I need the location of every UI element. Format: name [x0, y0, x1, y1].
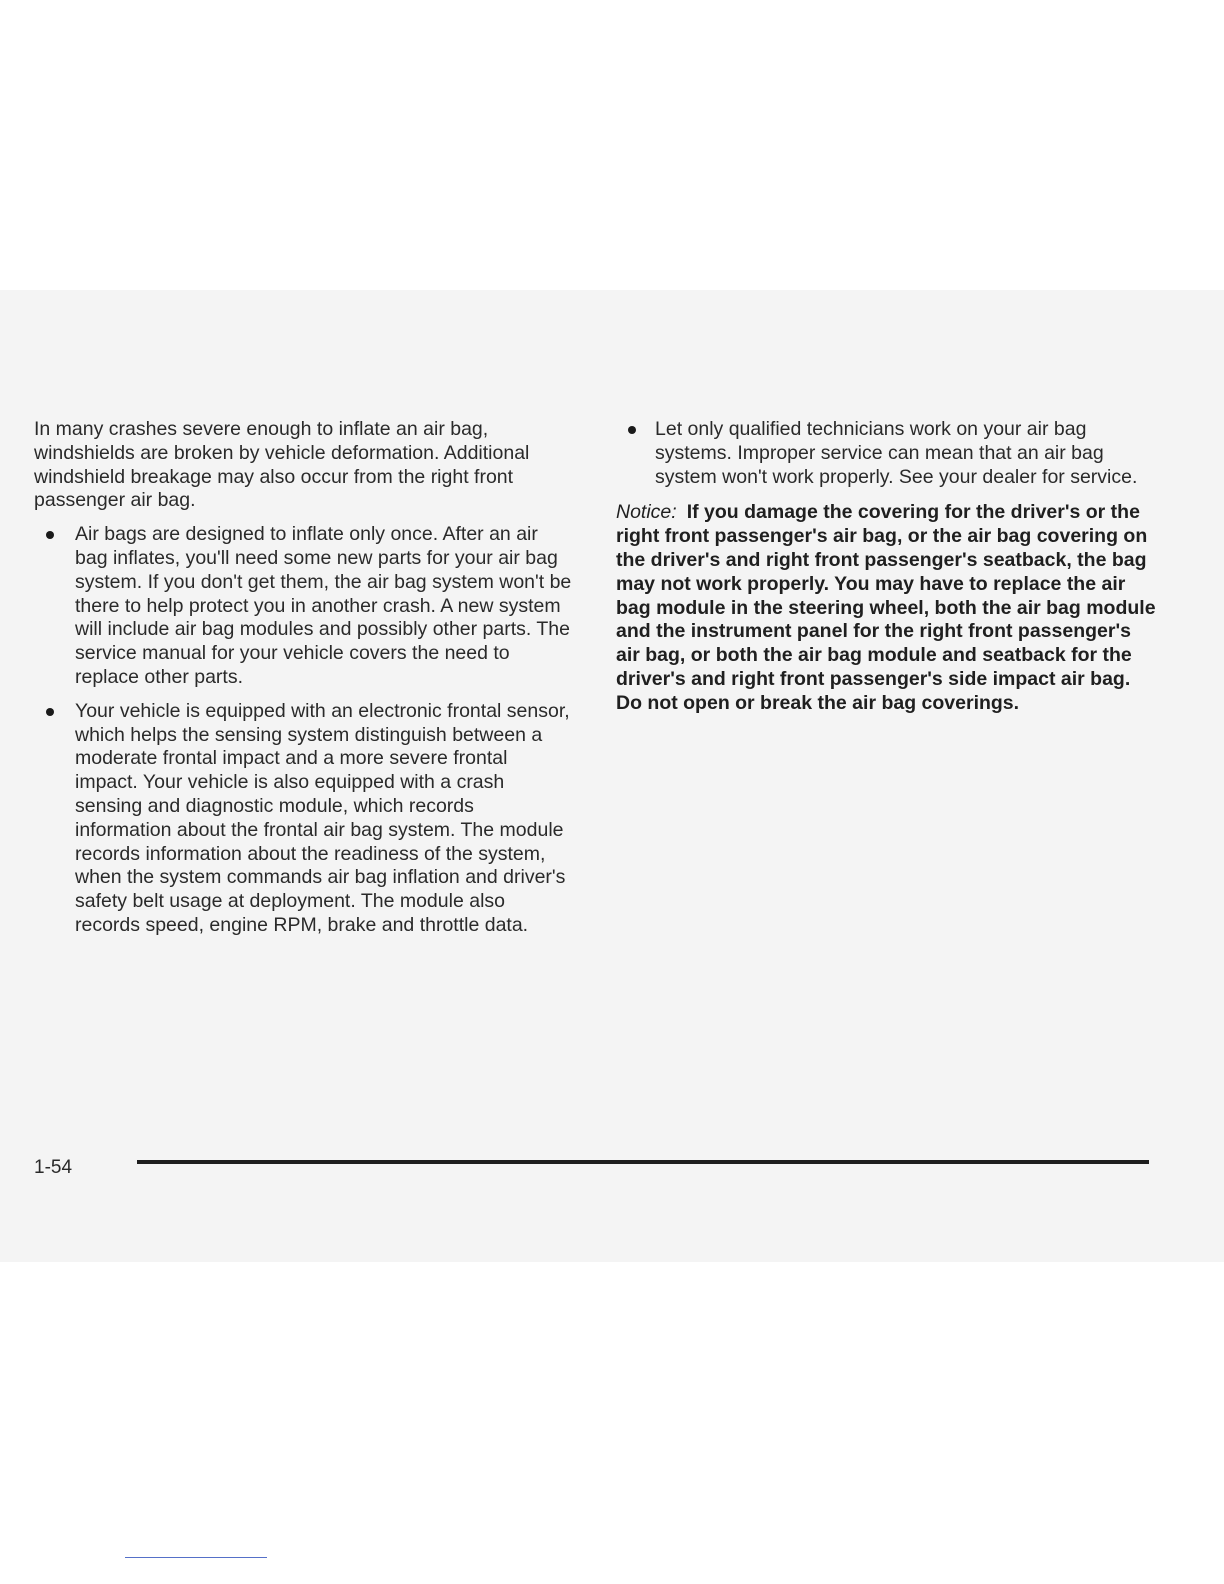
- decorative-line: [125, 1557, 267, 1558]
- right-column: [616, 418, 1156, 716]
- list-item: [616, 418, 1156, 489]
- notice-paragraph: [616, 501, 1156, 715]
- right-bullet-list: [616, 418, 1156, 489]
- bullet-icon: [46, 708, 54, 716]
- list-item-text: Air bags are designed to inflate only once. After an air bag inflates, you'll need some new parts for your air bag system. If you don't get them, the air bag system won't be there to help protect you in another crash. A new system will include air bag modules and possibly other parts. The service manual for your vehicle covers the need to replace other parts.: [75, 523, 572, 688]
- notice-label: Notice:: [616, 501, 677, 524]
- list-item-text: Your vehicle is equipped with an electronic frontal sensor, which helps the sensing system distinguish between a moderate frontal impact and a more severe frontal impact. Your vehicle is also equipped with a crash sensing and diagnostic module, which records information about the frontal air bag system. The module records information about the readiness of the system, when the system commands air bag inflation and driver's safety belt usage at deployment. The module also records speed, engine RPM, brake and throttle data.: [75, 699, 570, 936]
- page-number: 1-54: [34, 1157, 73, 1178]
- notice-text: If you damage the covering for the driver's or the right front passenger's air bag, or the air bag covering on the driver's and right front passenger's seatback, the bag may not work properly. You may have to replace the air bag module in the steering wheel, both the air bag module and the instrument panel for the right front passenger's air bag, or both the air bag module and seatback for the driver's and right front passenger's side impact air bag. Do not open or break the air bag coverings.: [616, 501, 1156, 714]
- bullet-icon: [628, 426, 636, 434]
- left-bullet-list: [34, 523, 574, 938]
- bullet-icon: [46, 531, 54, 539]
- list-item: [34, 523, 574, 690]
- left-column: [34, 418, 574, 948]
- intro-paragraph: In many crashes severe enough to inflate an air bag, windshields are broken by vehicle deformation. Additional windshield breakage may also occur from the right front passenger air bag.: [34, 418, 530, 512]
- footer-divider: [137, 1160, 1149, 1164]
- list-item-text: Let only qualified technicians work on your air bag systems. Improper service can mean that an air bag system won't work properly. See your dealer for service.: [655, 418, 1138, 488]
- list-item: [34, 700, 574, 938]
